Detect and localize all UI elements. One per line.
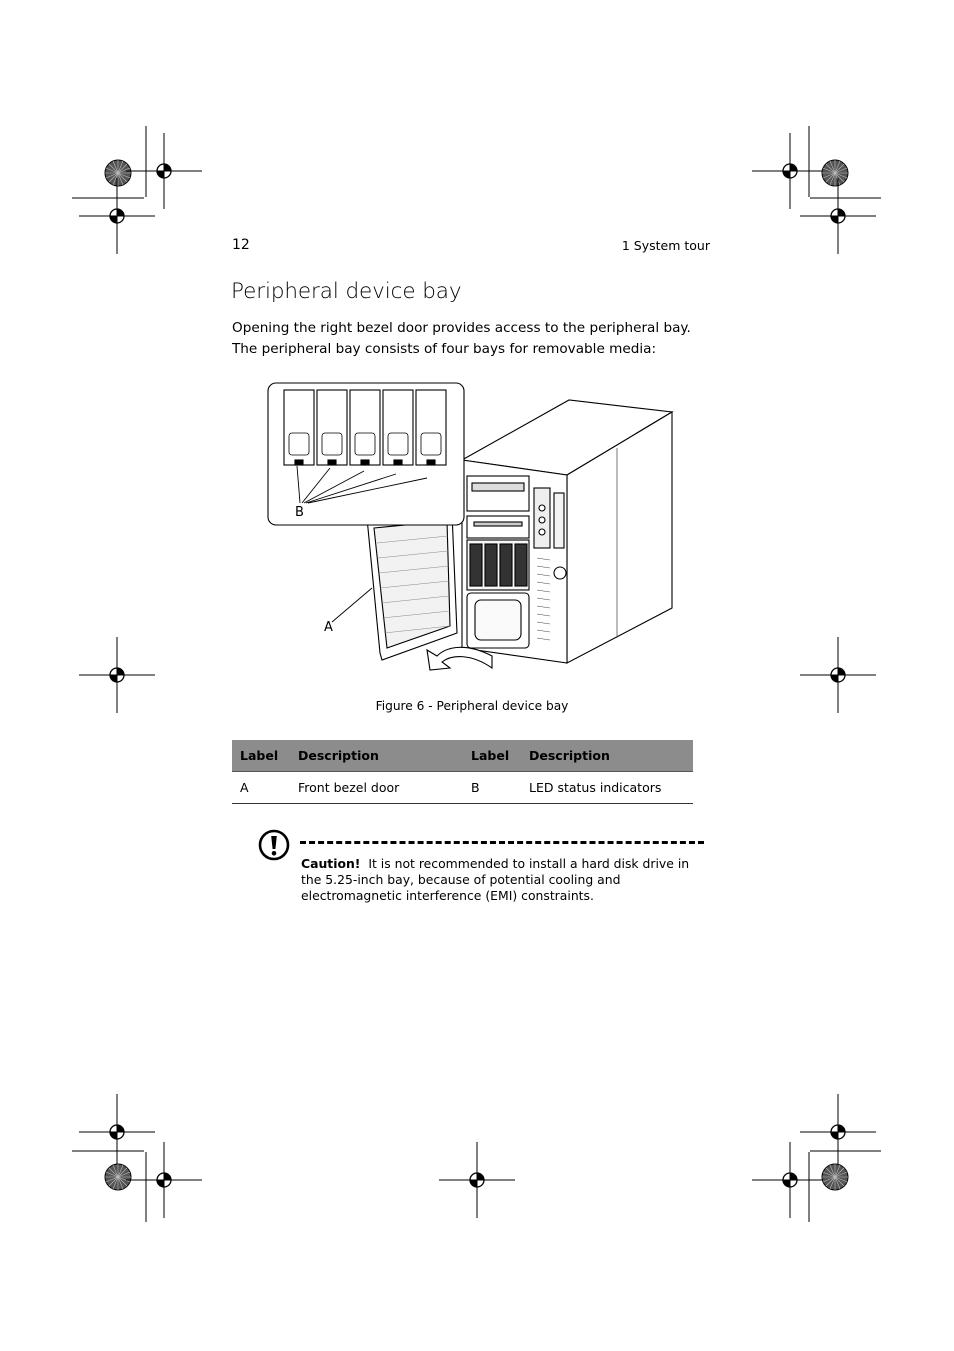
table-header-row <box>232 740 693 772</box>
caution-label: Caution! <box>301 856 361 871</box>
intro-paragraph: Opening the right bezel door provides access to the peripheral bay. The peripheral bay consists of four bays for removable media: <box>232 320 691 357</box>
caution-body: It is not recommended to install a hard disk drive in the 5.25-inch bay, because of potential cooling and electromagnetic interference (EMI) constraints. <box>301 856 690 903</box>
table-cell: Front bezel door <box>290 772 463 804</box>
server-illustration <box>262 378 682 678</box>
caution-icon <box>258 829 290 861</box>
table-cell: LED status indicators <box>521 772 693 804</box>
figure-label-b: B <box>295 505 304 520</box>
running-header: 1 System tour <box>621 238 710 253</box>
caution-divider <box>300 841 704 844</box>
label-table <box>232 740 693 804</box>
caution-note <box>301 856 701 904</box>
column-header: Label <box>463 740 521 772</box>
column-header: Description <box>290 740 463 772</box>
table-cell: B <box>463 772 521 804</box>
page-number: 12 <box>232 237 250 253</box>
figure-caption: Figure 6 - Peripheral device bay <box>375 699 569 713</box>
column-header: Label <box>232 740 290 772</box>
table-row <box>232 772 693 804</box>
column-header: Description <box>521 740 693 772</box>
section-title: Peripheral device bay <box>231 279 462 304</box>
table-cell: A <box>232 772 290 804</box>
figure-label-a: A <box>324 620 333 635</box>
